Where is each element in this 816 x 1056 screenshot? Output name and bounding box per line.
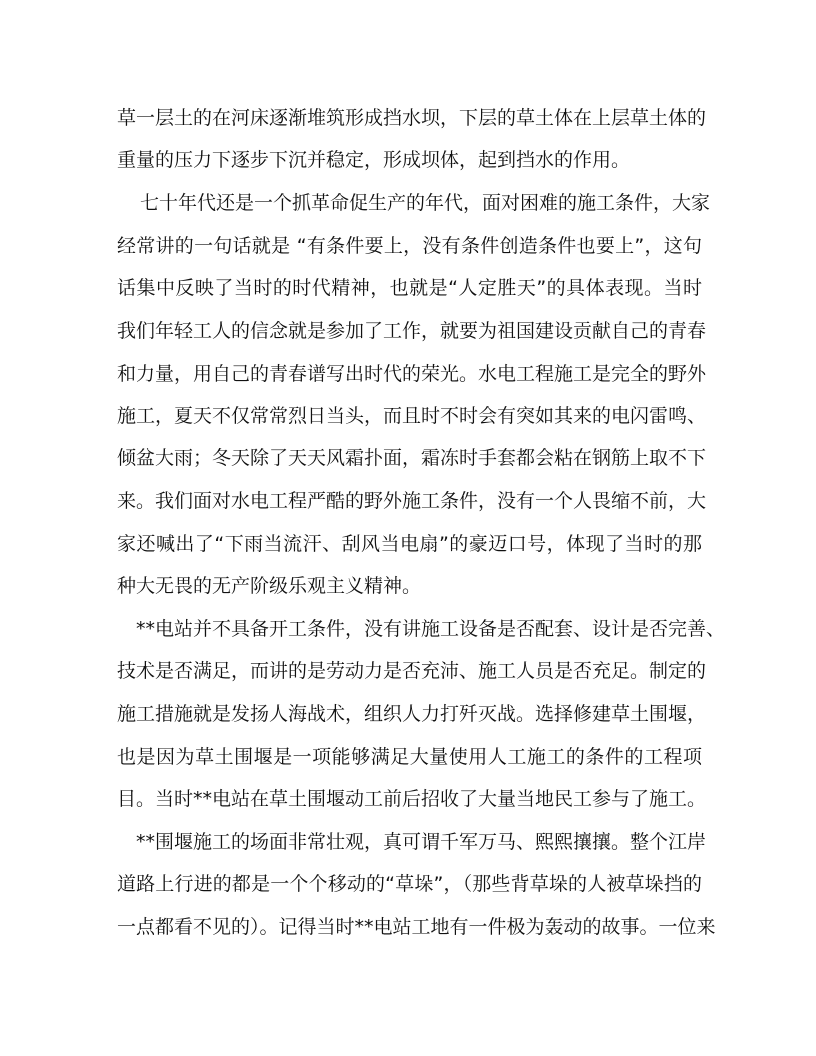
paragraph-2-line-5: 和力量，用自己的青春谱写出时代的荣光。水电工程施工是完全的野外 [117,363,707,385]
paragraph-2-line-7: 倾盆大雨；冬天除了天天风霜扑面，霜冻时手套都会粘在钢筋上取不下 [117,447,707,469]
paragraph-3-line-5: 目。当时**电站在草土围堰动工前后招收了大量当地民工参与了施工。 [117,788,707,810]
text-line-1: 草一层土的在河床逐渐堆筑形成挡水坝，下层的草土体在上层草土体的 [117,107,707,129]
paragraph-3-line-2: 技术是否满足，而讲的是劳动力是否充沛、施工人员是否充足。制定的 [117,660,707,682]
paragraph-2-line-4: 我们年轻工人的信念就是参加了工作，就要为祖国建设贡献自己的青春 [117,320,707,342]
paragraph-2-line-9: 家还喊出了“下雨当流汗、刮风当电扇”的豪迈口号，体现了当时的那 [117,533,702,555]
paragraph-2-line-10: 种大无畏的无产阶级乐观主义精神。 [117,575,422,597]
paragraph-4-line-3: 一点都看不见的）。记得当时**电站工地有一件极为轰动的故事。一位来 [117,916,716,938]
paragraph-2-line-2: 经常讲的一句话就是 “有条件要上，没有条件创造条件也要上”，这句 [117,235,702,257]
paragraph-3-line-4: 也是因为草土围堰是一项能够满足大量使用人工施工的条件的工程项 [117,746,702,768]
paragraph-3-line-3: 施工措施就是发扬人海战术，组织人力打歼灭战。选择修建草土围堰， [117,703,707,725]
paragraph-2-line-8: 来。我们面对水电工程严酷的野外施工条件，没有一个人畏缩不前，大 [117,490,707,512]
paragraph-2-line-3: 话集中反映了当时的时代精神，也就是“人定胜天”的具体表现。当时 [117,277,702,299]
paragraph-2-line-6: 施工，夏天不仅常常烈日当头，而且时不时会有突如其来的电闪雷鸣、 [117,405,707,427]
paragraph-3-line-1: **电站并不具备开工条件，没有讲施工设备是否配套、设计是否完善、 [136,618,726,640]
paragraph-2-line-1: 七十年代还是一个抓革命促生产的年代，面对困难的施工条件，大家 [140,192,711,214]
paragraph-4-line-2: 道路上行进的都是一个个移动的“草垛”，（那些背草垛的人被草垛挡的 [117,873,702,895]
paragraph-4-line-1: **围堰施工的场面非常壮观，真可谓千军万马、熙熙攘攘。整个江岸 [136,831,707,853]
text-line-2: 重量的压力下逐步下沉并稳定，形成坝体，起到挡水的作用。 [117,149,631,171]
